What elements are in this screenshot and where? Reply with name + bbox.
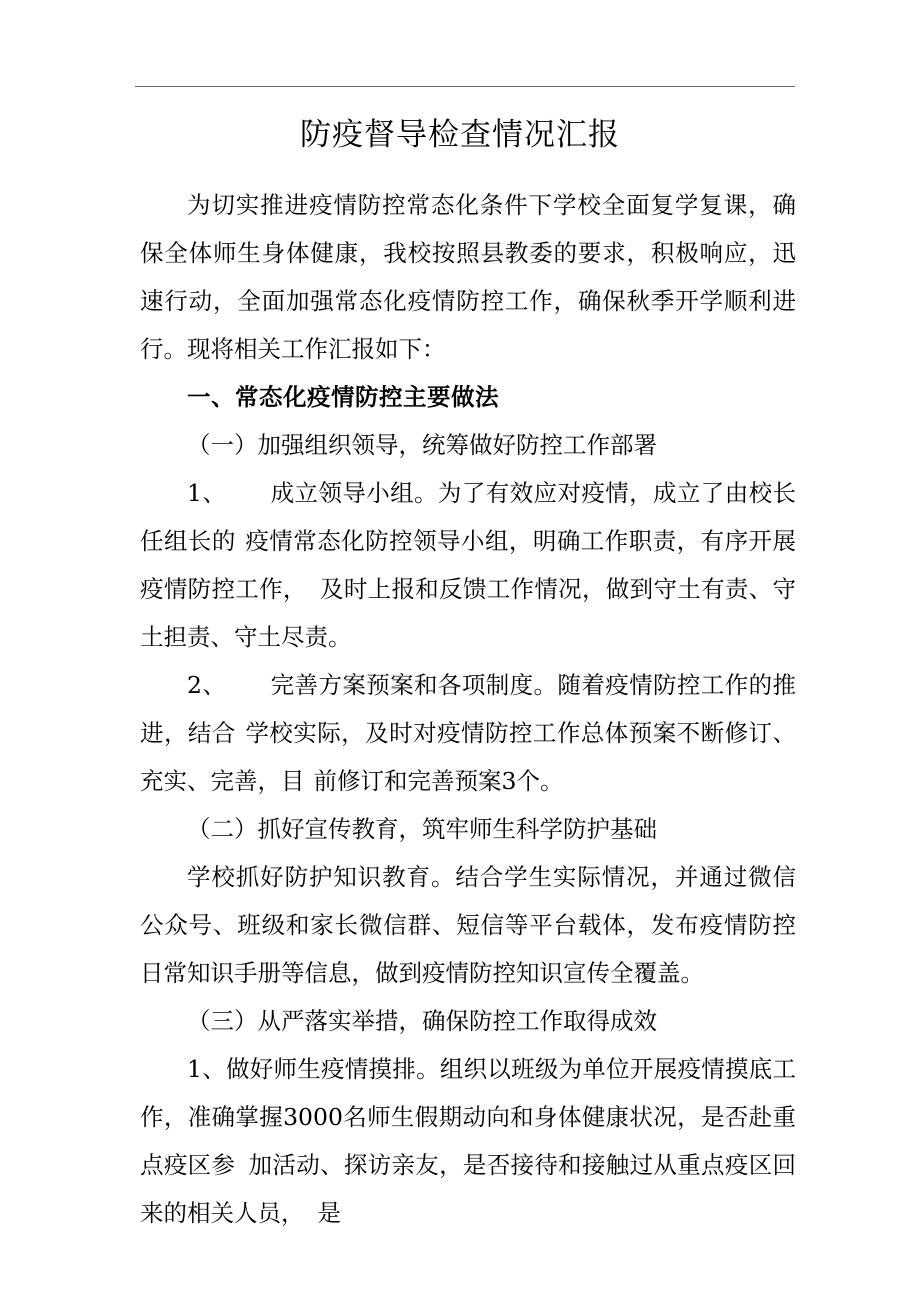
list-item-1-text-c: 及时上报和反馈工作情况，做到守土有责、守土担责、守土尽责。 — [140, 575, 797, 651]
list-item-2-marker: 2、 — [187, 671, 227, 699]
list-item-1-text-b: 疫情常态化防控领导小组，明确工作职责，有序开展疫情防控工作， — [140, 527, 797, 603]
list-item-2-text-b: 学校实际，及时对疫情防控工作总体预案不断修订、充实、完善，目 — [140, 719, 797, 795]
list-item-1 — [140, 469, 796, 661]
list-item-1-marker: 1、 — [187, 479, 227, 507]
list-item-1-text-a: 成立领导小组。为了有效应对疫情，成立了由校长任组长的 — [140, 479, 797, 555]
paragraph-1-2-body: 学校抓好防护知识教育。结合学生实际情况，并通过微信公众号、班级和家长微信群、短信等平台载体，发布疫情防控日常知识手册等信息，做到疫情防控知识宣传全覆盖。 — [140, 863, 796, 987]
header-horizontal-rule — [135, 86, 795, 87]
section-heading-1: 一、常态化疫情防控主要做法 — [187, 383, 499, 411]
subsection-heading-1-3: （三）从严落实举措，确保防控工作取得成效 — [187, 1007, 657, 1035]
list-item-3-text-a: 1、做好师生疫情摸排。组织以班级为单位开展疫情摸底工作，准确掌握3000名师生假期动向和身体健康状况，是否赴重点疫区参 — [140, 1055, 796, 1179]
list-item-2-text-a: 完善方案预案和各项制度。随着疫情防控工作的推进，结合 — [140, 671, 797, 747]
document-body — [140, 181, 796, 1237]
list-item-2 — [140, 661, 796, 805]
subsection-heading-1-1: （一）加强组织领导，统筹做好防控工作部署 — [187, 431, 657, 459]
list-item-3 — [140, 1045, 796, 1237]
list-item-3-text-b: 加活动、探访亲友，是否接待和接触过从重点疫区回来的相关人员， — [140, 1151, 797, 1227]
page-title: 防疫督导检查情况汇报 — [300, 116, 620, 153]
paragraph-intro: 为切实推进疫情防控常态化条件下学校全面复学复课，确保全体师生身体健康，我校按照县教委的要求，积极响应，迅速行动，全面加强常态化疫情防控工作，确保秋季开学顺利进行。现将相关工作汇报如下： — [140, 191, 796, 363]
subsection-heading-1-2: （二）抓好宣传教育，筑牢师生科学防护基础 — [187, 815, 657, 843]
list-item-3-text-c: 是 — [317, 1199, 341, 1227]
list-item-2-text-c: 前修订和完善预案3个。 — [313, 767, 564, 795]
